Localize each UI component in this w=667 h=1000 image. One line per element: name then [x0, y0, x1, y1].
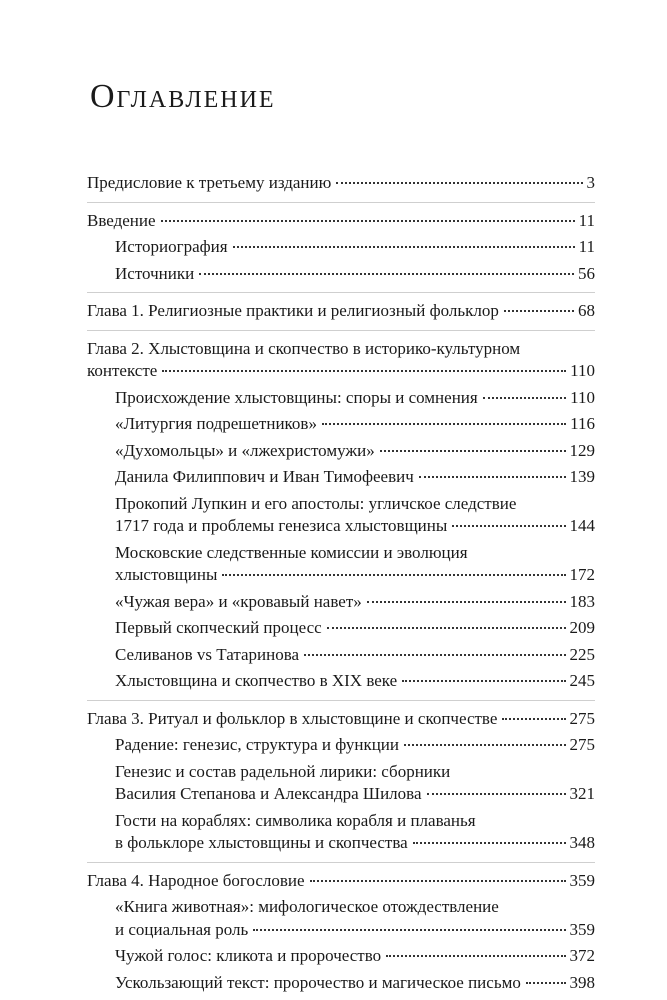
toc-entry[interactable]	[87, 210, 595, 233]
toc-entry-page-number: 321	[569, 784, 595, 803]
toc-entry-title: контексте	[87, 361, 158, 380]
toc-entry-page-number: 3	[586, 173, 595, 192]
toc-entry-title: Глава 3. Ритуал и фольклор в хлыстовщине и скопчестве	[87, 708, 498, 728]
toc-entry-page-number: 172	[569, 565, 595, 584]
toc-entry-page-number: 348	[569, 833, 595, 852]
toc-entry-page-number: 129	[569, 440, 595, 460]
toc-entry-title: «Литургия подрешетников»	[115, 414, 317, 433]
toc-entry-page-number: 275	[569, 708, 595, 728]
toc-entry-title: в фольклоре хлыстовщины и скопчества	[115, 833, 408, 852]
toc-entry[interactable]	[87, 617, 595, 640]
toc-entry[interactable]	[87, 896, 595, 941]
toc-entry[interactable]	[87, 172, 595, 195]
toc-entry[interactable]	[87, 644, 595, 667]
dot-leader	[483, 397, 566, 399]
dot-leader	[233, 246, 575, 248]
toc-entry-page-number: 110	[570, 387, 595, 407]
toc-entry[interactable]	[87, 338, 595, 383]
toc-entry-title: Происхождение хлыстовщины: споры и сомнения	[115, 387, 478, 407]
section-divider	[87, 202, 595, 203]
toc-entry-page-number: 245	[569, 671, 595, 690]
toc-entry[interactable]	[87, 810, 595, 855]
section-divider	[87, 862, 595, 863]
toc-entry-title-line: Гости на кораблях: символика корабля и плаванья	[115, 810, 476, 830]
toc-entry-page-number: 139	[569, 467, 595, 486]
toc-entry-title: Ускользающий текст: пророчество и магическое письмо	[115, 972, 521, 992]
section-divider	[87, 292, 595, 293]
toc-entry-page-number: 398	[569, 972, 595, 992]
dot-leader	[310, 880, 566, 882]
toc-entry-title: Василия Степанова и Александра Шилова	[115, 784, 422, 803]
toc-entry-title-line: «Книга животная»: мифологическое отождествление	[115, 897, 499, 916]
toc-entry[interactable]	[87, 708, 595, 731]
toc-entry-title: Историография	[115, 237, 228, 256]
dot-leader	[413, 842, 566, 844]
dot-leader	[452, 525, 565, 527]
toc-entry-page-number: 116	[570, 414, 595, 433]
toc-entry-page-number: 275	[569, 735, 595, 754]
toc-entry[interactable]	[87, 300, 595, 323]
dot-leader	[502, 718, 565, 720]
dot-leader	[427, 793, 566, 795]
toc-entry-title: Чужой голос: кликота и пророчество	[115, 946, 382, 965]
dot-leader	[419, 476, 566, 478]
toc-entry[interactable]	[87, 387, 595, 410]
toc-entry[interactable]	[87, 440, 595, 463]
toc-entry-title: 1717 года и проблемы генезиса хлыстовщины	[115, 516, 448, 535]
toc-entry[interactable]	[87, 542, 595, 587]
toc-entry-page-number: 144	[569, 516, 595, 535]
toc-entry-page-number: 68	[578, 301, 595, 320]
toc-entry-title: Введение	[87, 210, 156, 230]
toc-entry[interactable]	[87, 493, 595, 538]
dot-leader	[386, 955, 565, 957]
toc-entry-page-number: 56	[578, 263, 595, 283]
toc-entry-page-number: 11	[578, 210, 595, 230]
table-of-contents	[87, 172, 595, 998]
toc-entry-page-number: 359	[569, 870, 595, 890]
toc-entry-title-line: Прокопий Лупкин и его апостолы: угличское следствие	[115, 493, 517, 513]
toc-entry-title: «Духомольцы» и «лжехристомужи»	[115, 440, 375, 460]
dot-leader	[504, 310, 574, 312]
toc-entry[interactable]	[87, 466, 595, 489]
dot-leader	[336, 182, 582, 184]
dot-leader	[322, 423, 566, 425]
toc-entry-page-number: 209	[569, 618, 595, 637]
page-title: Оглавление	[90, 78, 276, 115]
toc-entry-page-number: 225	[569, 644, 595, 664]
toc-entry-title: хлыстовщины	[115, 565, 218, 584]
toc-entry[interactable]	[87, 972, 595, 995]
toc-entry[interactable]	[87, 263, 595, 286]
dot-leader	[526, 982, 566, 984]
toc-entry-title: Глава 1. Религиозные практики и религиозный фольклор	[87, 301, 499, 320]
toc-entry-title: Предисловие к третьему изданию	[87, 173, 332, 192]
dot-leader	[402, 680, 565, 682]
dot-leader	[162, 370, 566, 372]
toc-entry-title: Селиванов vs Татаринова	[115, 644, 300, 664]
toc-entry[interactable]	[87, 670, 595, 693]
toc-entry-title-line: Московские следственные комиссии и эволюция	[115, 542, 468, 562]
dot-leader	[161, 220, 575, 222]
toc-entry-page-number: 11	[578, 237, 595, 256]
toc-entry[interactable]	[87, 945, 595, 968]
section-divider	[87, 700, 595, 701]
toc-entry-title: и социальная роль	[115, 919, 249, 939]
toc-entry-title-line: Генезис и состав радельной лирики: сборники	[115, 761, 451, 781]
toc-entry-title: Глава 4. Народное богословие	[87, 870, 305, 890]
dot-leader	[404, 744, 566, 746]
toc-entry[interactable]	[87, 591, 595, 614]
toc-entry[interactable]	[87, 236, 595, 259]
toc-entry[interactable]	[87, 870, 595, 893]
dot-leader	[222, 574, 565, 576]
toc-entry-title: «Чужая вера» и «кровавый навет»	[115, 591, 362, 611]
toc-entry[interactable]	[87, 413, 595, 436]
dot-leader	[304, 654, 565, 656]
dot-leader	[367, 601, 566, 603]
section-divider	[87, 330, 595, 331]
dot-leader	[253, 929, 565, 931]
toc-entry-title: Источники	[115, 263, 195, 283]
toc-entry-page-number: 359	[569, 919, 595, 939]
dot-leader	[380, 450, 566, 452]
toc-entry-page-number: 110	[570, 361, 595, 380]
toc-entry[interactable]	[87, 761, 595, 806]
toc-entry-title-line: Глава 2. Хлыстовщина и скопчество в историко-культурном	[87, 338, 521, 358]
toc-entry-title: Хлыстовщина и скопчество в XIX веке	[115, 671, 398, 690]
toc-entry[interactable]	[87, 734, 595, 757]
toc-entry-title: Данила Филиппович и Иван Тимофеевич	[115, 467, 414, 486]
toc-entry-title: Первый скопческий процесс	[115, 618, 322, 637]
toc-entry-page-number: 183	[569, 591, 595, 611]
toc-entry-page-number: 372	[569, 946, 595, 965]
dot-leader	[199, 273, 574, 275]
dot-leader	[327, 627, 566, 629]
toc-entry-title: Радение: генезис, структура и функции	[115, 735, 399, 754]
